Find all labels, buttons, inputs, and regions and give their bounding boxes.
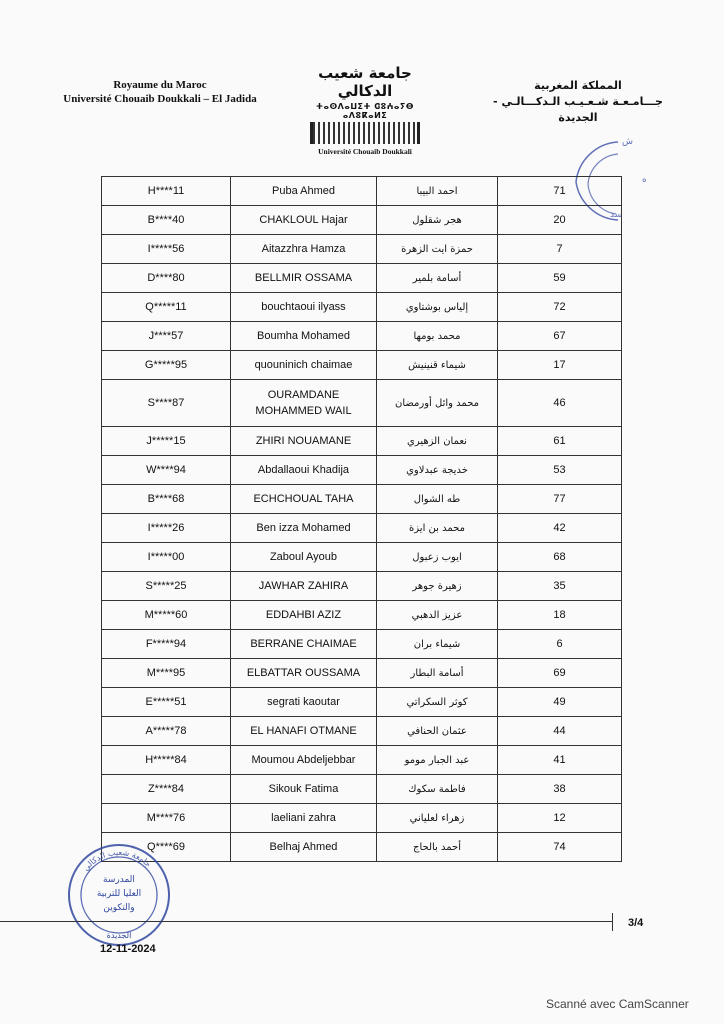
- table-row: [102, 659, 622, 688]
- student-list-table: [101, 176, 622, 862]
- table-row: [102, 177, 622, 206]
- rank-number-cell: 41: [498, 746, 622, 775]
- student-id-cell: M****95: [102, 659, 231, 688]
- stamp-line3: والتكوين: [103, 903, 135, 913]
- arabic-name-cell: محمد بن ايزة: [377, 514, 498, 543]
- student-id-cell: S****87: [102, 380, 231, 427]
- latin-name-line2: MOHAMMED WAIL: [255, 405, 352, 417]
- table-row: [102, 351, 622, 380]
- arabic-name-cell: احمد البيبا: [377, 177, 498, 206]
- arabic-name-cell: عثمان الحنافي: [377, 717, 498, 746]
- table-row: [102, 485, 622, 514]
- university-fr: Université Chouaib Doukkali – El Jadida: [63, 93, 257, 105]
- logo-latin-name: Université Chouaib Doukkali: [318, 147, 412, 156]
- rank-number-cell: 72: [498, 293, 622, 322]
- rank-number-cell: 69: [498, 659, 622, 688]
- latin-name-cell: Belhaj Ahmed: [231, 833, 377, 862]
- arabic-name-cell: هجر شقلول: [377, 206, 498, 235]
- rank-number-cell: 35: [498, 572, 622, 601]
- student-id-cell: M****76: [102, 804, 231, 833]
- rank-number-cell: 71: [498, 177, 622, 206]
- header-right-arabic: [478, 78, 678, 126]
- latin-name-cell: BELLMIR OSSAMA: [231, 264, 377, 293]
- student-id-cell: A*****78: [102, 717, 231, 746]
- arabic-name-cell: شيماء قنينيش: [377, 351, 498, 380]
- table-row: [102, 630, 622, 659]
- student-id-cell: Q*****11: [102, 293, 231, 322]
- student-id-cell: J*****15: [102, 427, 231, 456]
- table-row: [102, 746, 622, 775]
- latin-name-cell: Zaboul Ayoub: [231, 543, 377, 572]
- table-row: [102, 206, 622, 235]
- student-id-cell: Z****84: [102, 775, 231, 804]
- latin-name-cell: JAWHAR ZAHIRA: [231, 572, 377, 601]
- logo-tifinagh-name: ⵜⴰⵙⴷⴰⵡⵉⵜ ⵛⵓⵄⴰⵢⴱ ⴰⴷⵓⴽⴰⵍⵉ: [316, 102, 414, 120]
- latin-name-cell: ZHIRI NOUAMANE: [231, 427, 377, 456]
- student-id-cell: I*****56: [102, 235, 231, 264]
- latin-name-cell: Moumou Abdeljebbar: [231, 746, 377, 775]
- arabic-name-cell: كوثر السكراتي: [377, 688, 498, 717]
- university-ar: جـــامـعـة شـعـيـب الـدكـــالـي - الجديدة: [493, 95, 663, 124]
- arabic-name-cell: طه الشوال: [377, 485, 498, 514]
- arabic-name-cell: زهيرة جوهر: [377, 572, 498, 601]
- kingdom-ar: المملكة المغربية: [534, 79, 622, 92]
- student-id-cell: B****68: [102, 485, 231, 514]
- table-row: [102, 293, 622, 322]
- student-id-cell: Q****69: [102, 833, 231, 862]
- arabic-name-cell: نعمان الزهيري: [377, 427, 498, 456]
- stamp-line4: الجديدة: [106, 931, 132, 940]
- arabic-name-cell: حمزة ايت الزهرة: [377, 235, 498, 264]
- table-row: [102, 514, 622, 543]
- table-row: [102, 804, 622, 833]
- arabic-name-cell: ايوب زعبول: [377, 543, 498, 572]
- table-row: [102, 601, 622, 630]
- rank-number-cell: 42: [498, 514, 622, 543]
- latin-name-cell: bouchtaoui ilyass: [231, 293, 377, 322]
- rank-number-cell: 6: [498, 630, 622, 659]
- student-id-cell: F*****94: [102, 630, 231, 659]
- arabic-name-cell: أسامة بلمير: [377, 264, 498, 293]
- latin-name-cell: Aitazzhra Hamza: [231, 235, 377, 264]
- svg-text:ش: ش: [622, 137, 633, 147]
- rank-number-cell: 67: [498, 322, 622, 351]
- scanner-watermark: Scanné avec CamScanner: [546, 997, 689, 1011]
- rank-number-cell: 20: [498, 206, 622, 235]
- student-id-cell: I*****00: [102, 543, 231, 572]
- latin-name-cell: Sikouk Fatima: [231, 775, 377, 804]
- rank-number-cell: 77: [498, 485, 622, 514]
- rank-number-cell: 61: [498, 427, 622, 456]
- table-row: [102, 775, 622, 804]
- school-stamp: [64, 840, 174, 950]
- latin-name-cell: ECHCHOUAL TAHA: [231, 485, 377, 514]
- arabic-name-cell: أحمد بالحاج: [377, 833, 498, 862]
- student-id-cell: G*****95: [102, 351, 231, 380]
- rank-number-cell: 49: [498, 688, 622, 717]
- latin-name-cell: BERRANE CHAIMAE: [231, 630, 377, 659]
- latin-name-cell: Boumha Mohamed: [231, 322, 377, 351]
- arabic-name-cell: عبد الجبار مومو: [377, 746, 498, 775]
- header-left-french: [60, 78, 260, 106]
- table-row: [102, 688, 622, 717]
- table-row: [102, 456, 622, 485]
- student-id-cell: B****40: [102, 206, 231, 235]
- rank-number-cell: 59: [498, 264, 622, 293]
- student-id-cell: D****80: [102, 264, 231, 293]
- table-row: [102, 427, 622, 456]
- rank-number-cell: 53: [498, 456, 622, 485]
- table-row: [102, 380, 622, 427]
- arabic-name-cell: شيماء بران: [377, 630, 498, 659]
- footer-rule-tick: [612, 913, 613, 931]
- page-number: 3/4: [628, 917, 644, 929]
- svg-text:سد: سد: [610, 210, 623, 220]
- latin-name-line1: OURAMDANE: [267, 389, 340, 401]
- student-id-cell: J****57: [102, 322, 231, 351]
- latin-name-cell: ELBATTAR OUSSAMA: [231, 659, 377, 688]
- table-row: [102, 833, 622, 862]
- table-row: [102, 264, 622, 293]
- arabic-name-cell: زهراء لعلياني: [377, 804, 498, 833]
- rank-number-cell: 68: [498, 543, 622, 572]
- rank-number-cell: 12: [498, 804, 622, 833]
- rank-number-cell: 46: [498, 380, 622, 427]
- latin-name-cell: laeliani zahra: [231, 804, 377, 833]
- rank-number-cell: 38: [498, 775, 622, 804]
- document-date: 12-11-2024: [100, 943, 156, 955]
- stamp-line2: العليا للتربية: [96, 889, 142, 899]
- arabic-name-cell: محمد بومها: [377, 322, 498, 351]
- kingdom-fr: Royaume du Maroc: [113, 79, 207, 91]
- table-row: [102, 572, 622, 601]
- student-id-cell: H****11: [102, 177, 231, 206]
- rank-number-cell: 17: [498, 351, 622, 380]
- latin-name-cell: CHAKLOUL Hajar: [231, 206, 377, 235]
- rank-number-cell: 44: [498, 717, 622, 746]
- latin-name-cell: EL HANAFI OTMANE: [231, 717, 377, 746]
- svg-text:ه: ه: [642, 175, 647, 185]
- student-id-cell: E*****51: [102, 688, 231, 717]
- latin-name-cell: Ben izza Mohamed: [231, 514, 377, 543]
- arabic-name-cell: محمد وائل أورمضان: [377, 380, 498, 427]
- latin-name-cell: Abdallaoui Khadija: [231, 456, 377, 485]
- latin-name-cell: segrati kaoutar: [231, 688, 377, 717]
- table-row: [102, 235, 622, 264]
- arabic-name-cell: عزيز الدهبي: [377, 601, 498, 630]
- arabic-name-cell: إلياس بوشتاوي: [377, 293, 498, 322]
- stamp-line1: المدرسة: [103, 875, 135, 885]
- student-id-cell: I*****26: [102, 514, 231, 543]
- university-logo: [300, 64, 430, 156]
- latin-name-cell: [231, 380, 377, 427]
- student-id-cell: M*****60: [102, 601, 231, 630]
- footer-rule: [0, 921, 612, 922]
- student-id-cell: S*****25: [102, 572, 231, 601]
- table-row: [102, 322, 622, 351]
- arabic-name-cell: أسامة البطار: [377, 659, 498, 688]
- table-row: [102, 543, 622, 572]
- rank-number-cell: 74: [498, 833, 622, 862]
- logo-arabic-name: جامعة شعيب الدكالي: [318, 64, 412, 100]
- stamp-ring-text: جامعة شعيب الدكالي: [81, 847, 153, 873]
- rank-number-cell: 7: [498, 235, 622, 264]
- table-row: [102, 717, 622, 746]
- student-id-cell: H*****84: [102, 746, 231, 775]
- rank-number-cell: 18: [498, 601, 622, 630]
- latin-name-cell: quouninich chaimae: [231, 351, 377, 380]
- student-id-cell: W****94: [102, 456, 231, 485]
- latin-name-cell: Puba Ahmed: [231, 177, 377, 206]
- logo-emblem: [310, 122, 420, 144]
- arabic-name-cell: فاطمة سكوك: [377, 775, 498, 804]
- arabic-name-cell: خديجة عبدلاوي: [377, 456, 498, 485]
- latin-name-cell: EDDAHBI AZIZ: [231, 601, 377, 630]
